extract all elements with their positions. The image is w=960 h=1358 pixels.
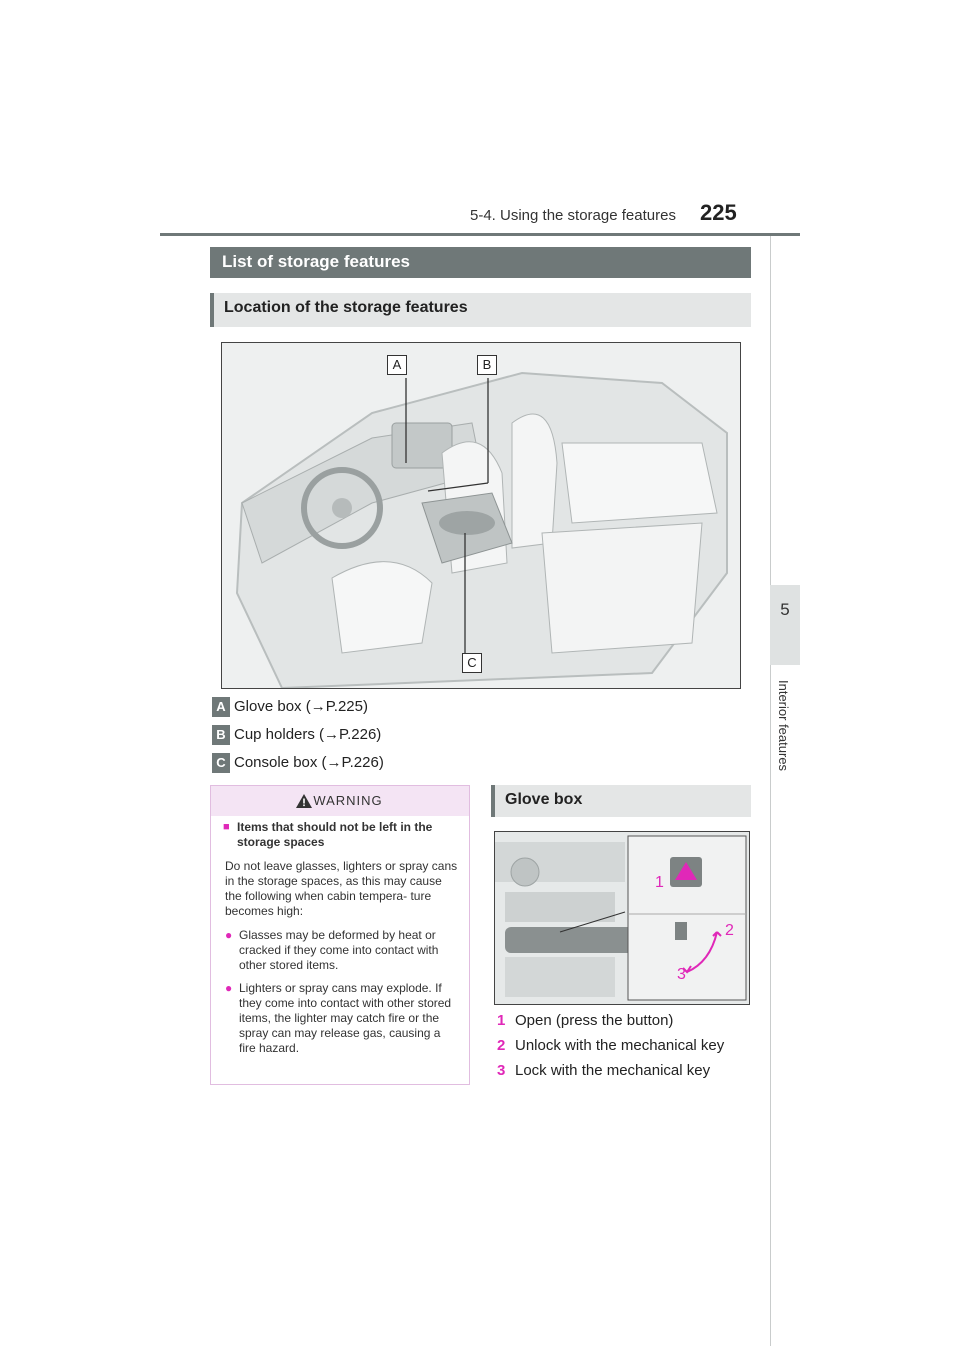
- glove-figure-label-1: 1: [655, 874, 664, 891]
- legend-text-c: Console box (→P.226): [234, 754, 384, 771]
- legend-text-a: Glove box (→P.225): [234, 698, 368, 715]
- warning-bullet: [225, 928, 459, 973]
- warning-bullet-text: Lighters or spray cans may explode. If they come into contact with other stored items, the lighter may catch fire or the spray can may release gas, causing a fire hazard.: [239, 981, 452, 1055]
- glove-step-text: Lock with the mechanical key: [515, 1062, 711, 1079]
- glove-box-figure: [494, 831, 750, 1005]
- glove-step-text: Open (press the button): [515, 1012, 674, 1029]
- header-rule: [160, 233, 800, 236]
- chapter-tab: [770, 585, 800, 665]
- glove-step-number: 1: [497, 1012, 506, 1029]
- warning-heading-marker: ■: [223, 821, 230, 833]
- legend-key-a: A: [212, 697, 230, 717]
- warning-heading: Items that should not be left in the storage spaces: [237, 820, 433, 849]
- warning-title: WARNING: [313, 793, 383, 808]
- warning-body: [211, 820, 469, 1064]
- glove-step-number: 2: [497, 1037, 506, 1054]
- page-number: 225: [700, 200, 737, 225]
- chapter-number: 5: [780, 600, 790, 619]
- warning-bullet-text: Glasses may be deformed by heat or cracked if they come into contact with other stored items.: [239, 928, 439, 972]
- figure-label-b: B: [477, 355, 497, 375]
- legend-key-b: B: [212, 725, 230, 745]
- bullet-dot-icon: ●: [225, 981, 233, 995]
- location-subhead: Location of the storage features: [210, 293, 751, 327]
- figure-label-c: C: [462, 653, 482, 673]
- chapter-label-text: Interior features: [776, 680, 791, 772]
- interior-figure: [221, 342, 741, 689]
- warning-bullet: [225, 981, 459, 1056]
- chapter-label: [776, 680, 794, 800]
- figure-label-a: A: [387, 355, 407, 375]
- bullet-dot-icon: ●: [225, 928, 233, 942]
- glove-figure-label-2: 2: [725, 922, 734, 939]
- glove-step-number: 3: [497, 1062, 506, 1079]
- glove-step-text: Unlock with the mechanical key: [515, 1037, 725, 1054]
- section-heading: 5-4. Using the storage features: [470, 207, 676, 224]
- warning-box: [210, 785, 470, 1085]
- section-title: List of storage features: [210, 247, 751, 278]
- interior-illustration: [222, 343, 741, 689]
- glove-box-subhead: Glove box: [491, 785, 751, 817]
- warning-header: [211, 786, 469, 816]
- legend-key-c: C: [212, 753, 230, 773]
- glove-box-illustration: [495, 832, 750, 1005]
- legend-text-b: Cup holders (→P.226): [234, 726, 382, 743]
- warning-intro: Do not leave glasses, lighters or spray cans in the storage spaces, as this may cause the following when cabin tempera- ture becomes high:: [225, 859, 458, 918]
- glove-figure-label-3: 3: [677, 966, 686, 983]
- warning-triangle-icon: [295, 793, 313, 809]
